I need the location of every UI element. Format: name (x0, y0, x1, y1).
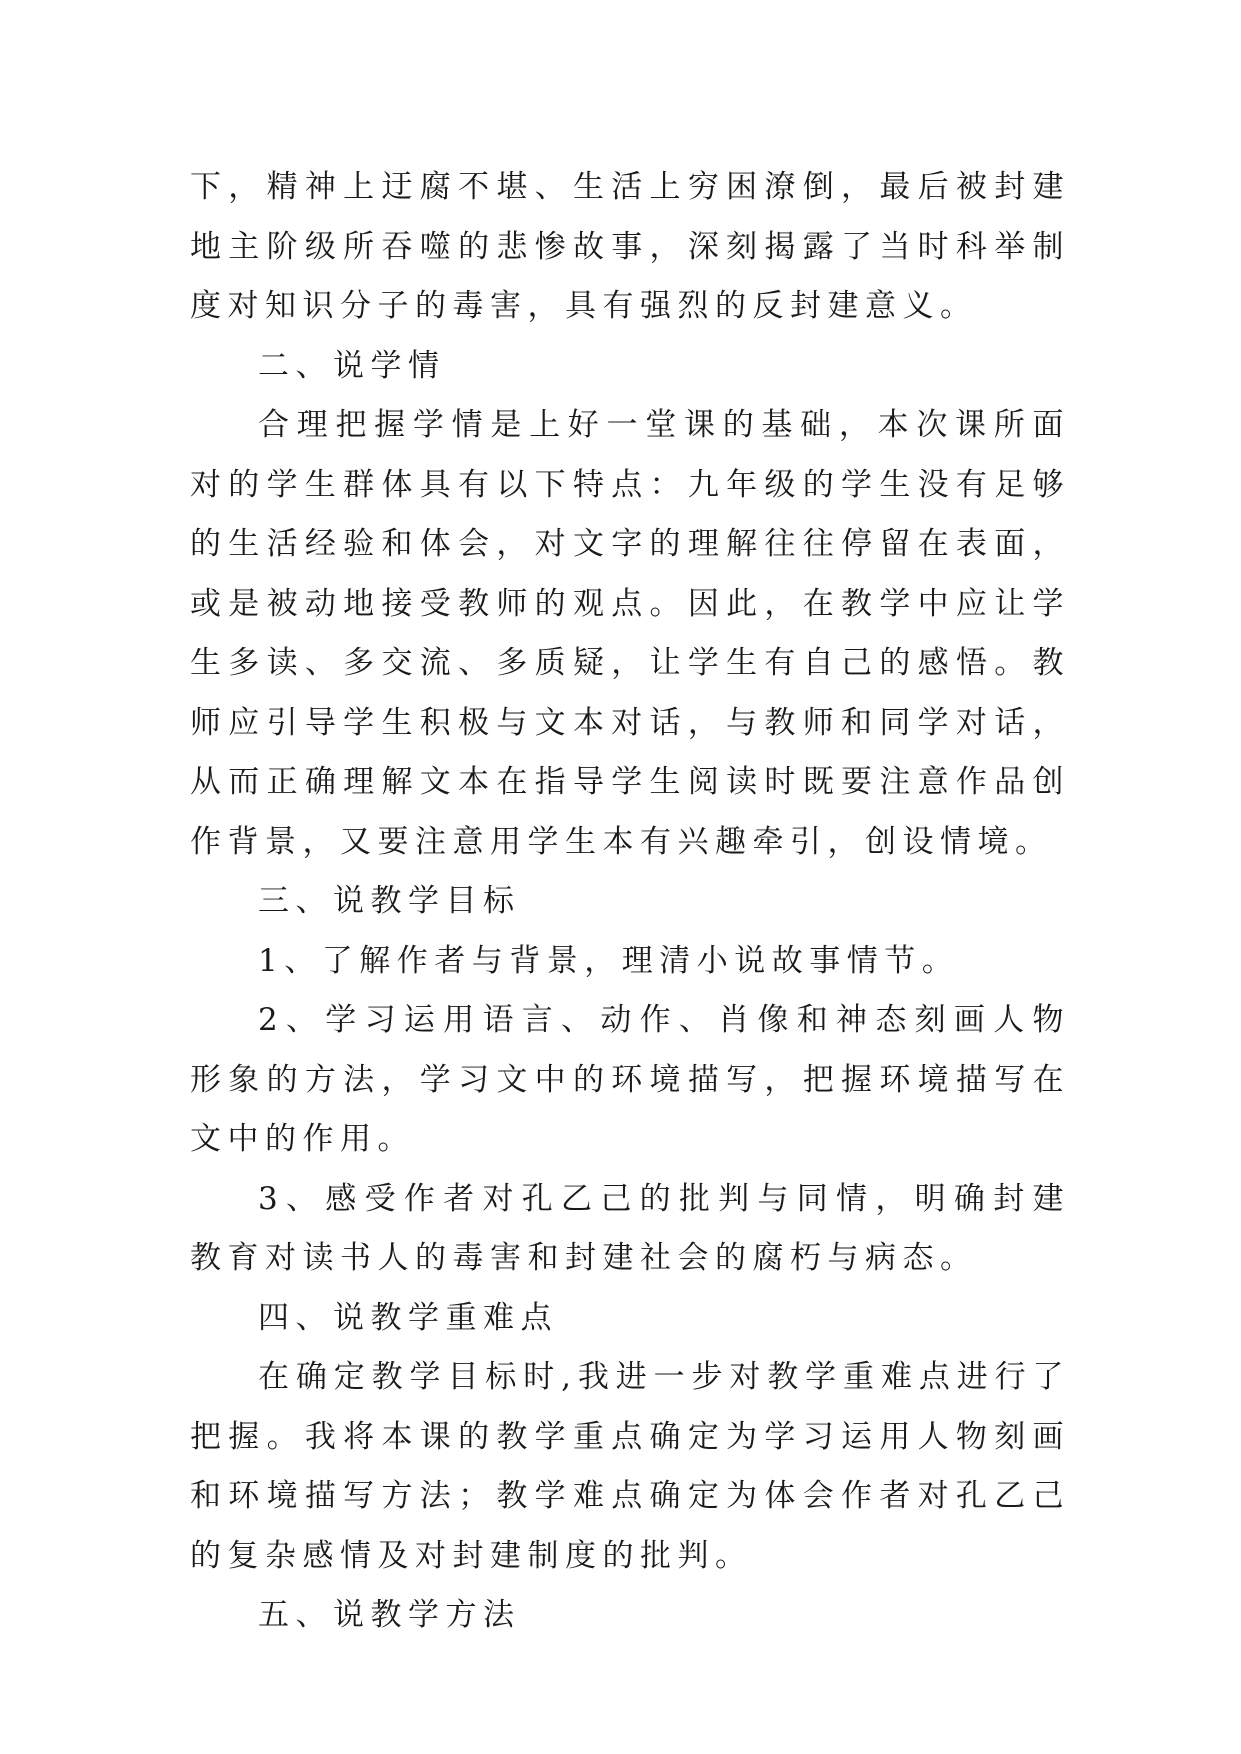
paragraph-key-difficulties: 在确定教学目标时,我进一步对教学重难点进行了把握。我将本课的教学重点确定为学习运用人物刻画和环境描写方法；教学难点确定为体会作者对孔乙己的复杂感情及对封建制度的批判。 (190, 1359, 1070, 1574)
goal-item-1: 1、了解作者与背景，理清小说故事情节。 (258, 942, 960, 979)
goal-item-3: 3、感受作者对孔乙己的批判与同情，明确封建教育对读书人的毒害和封建社会的腐朽与病态。 (190, 1180, 1070, 1276)
section-heading-learning-situation: 二、说学情 (258, 347, 446, 384)
goal-item-2: 2、学习运用语言、动作、肖像和神态刻画人物形象的方法，学习文中的环境描写，把握环境描写在文中的作用。 (190, 1002, 1070, 1157)
section-heading-teaching-goals: 三、说教学目标 (258, 883, 521, 919)
paragraph-learning-situation: 合理把握学情是上好一堂课的基础，本次课所面对的学生群体具有以下特点：九年级的学生没有足够的生活经验和体会，对文字的理解往往停留在表面，或是被动地接受教师的观点。因此，在教学中应让学生多读、多交流、多质疑，让学生有自己的感悟。教师应引导学生积极与文本对话，与教师和同学对话，从而正确理解文本在指导学生阅读时既要注意作品创作背景，又要注意用学生本有兴趣牵引，创设情境。 (190, 407, 1070, 860)
paragraph-continuation: 下，精神上迂腐不堪、生活上穷困潦倒，最后被封建地主阶级所吞噬的悲惨故事，深刻揭露了当时科举制度对知识分子的毒害，具有强烈的反封建意义。 (190, 169, 1070, 324)
section-heading-teaching-methods: 五、说教学方法 (258, 1597, 521, 1633)
section-heading-key-difficulties: 四、说教学重难点 (258, 1299, 558, 1336)
document-body (190, 158, 1070, 1646)
